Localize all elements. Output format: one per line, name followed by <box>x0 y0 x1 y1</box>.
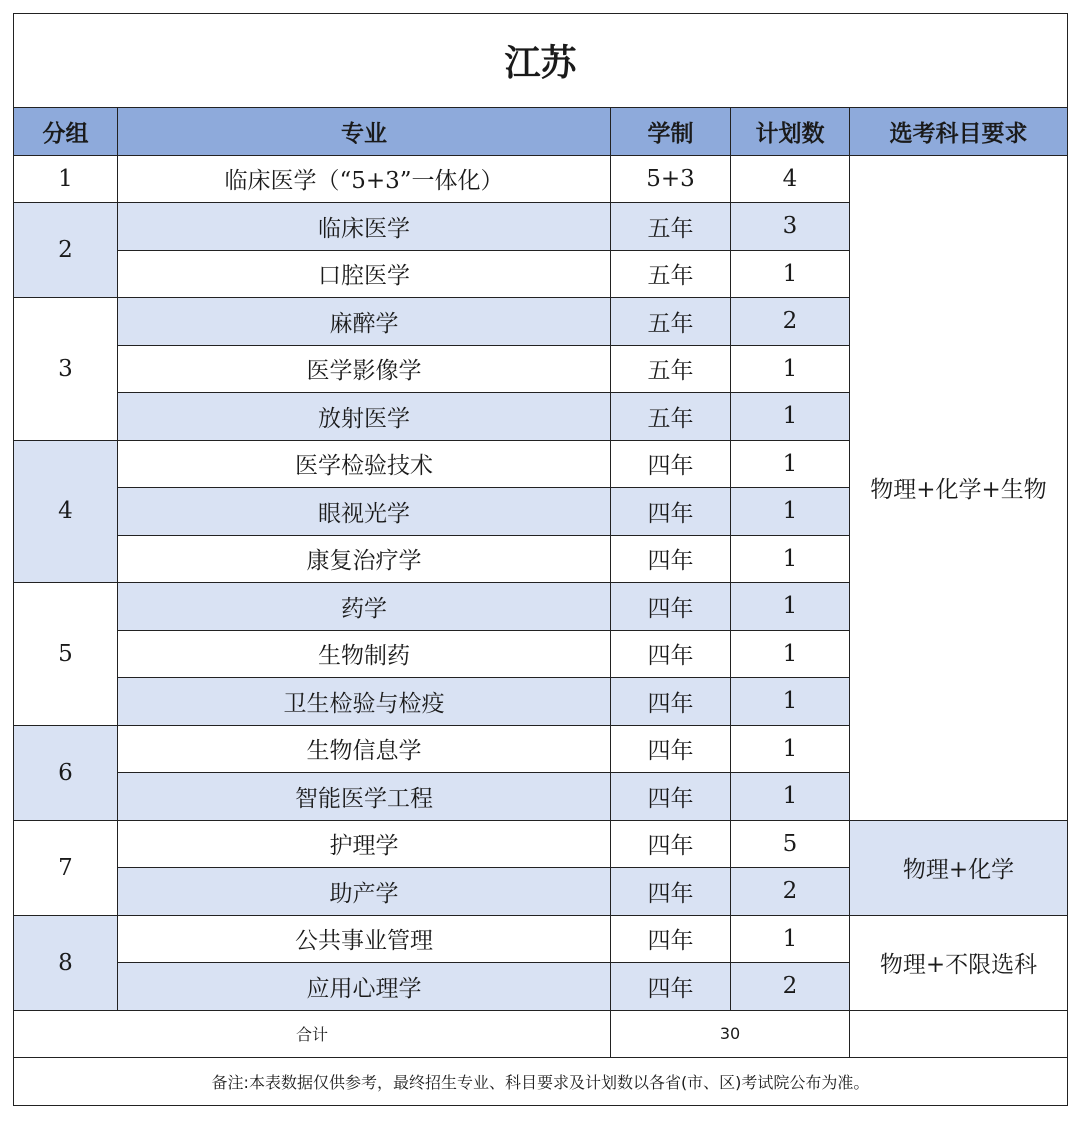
duration-cell: 五年 <box>611 250 731 298</box>
plan-cell: 1 <box>731 535 850 583</box>
header-row <box>14 108 1068 156</box>
group-cell: 6 <box>14 725 118 820</box>
subject-requirement-cell: 物理+化学+生物 <box>850 155 1068 820</box>
group-cell: 2 <box>14 203 118 298</box>
plan-cell: 1 <box>731 630 850 678</box>
table-row <box>14 155 1068 203</box>
plan-cell: 1 <box>731 773 850 821</box>
plan-cell: 1 <box>731 440 850 488</box>
header-duration: 学制 <box>611 108 731 156</box>
plan-cell: 1 <box>731 915 850 963</box>
duration-cell: 四年 <box>611 440 731 488</box>
plan-cell: 2 <box>731 298 850 346</box>
duration-cell: 五年 <box>611 203 731 251</box>
major-cell: 应用心理学 <box>118 963 611 1011</box>
major-cell: 临床医学（“5+3”一体化） <box>118 155 611 203</box>
major-cell: 生物制药 <box>118 630 611 678</box>
total-label: 合计 <box>14 1010 611 1057</box>
footnote: 备注:本表数据仅供参考，最终招生专业、科目要求及计划数以各省(市、区)考试院公布为准。 <box>14 1057 1068 1105</box>
header-major: 专业 <box>118 108 611 156</box>
duration-cell: 四年 <box>611 488 731 536</box>
table-row <box>14 820 1068 868</box>
duration-cell: 四年 <box>611 868 731 916</box>
major-cell: 护理学 <box>118 820 611 868</box>
major-cell: 生物信息学 <box>118 725 611 773</box>
plan-cell: 1 <box>731 583 850 631</box>
plan-cell: 2 <box>731 868 850 916</box>
duration-cell: 四年 <box>611 678 731 726</box>
table-title: 江苏 <box>14 14 1068 108</box>
group-cell: 4 <box>14 440 118 583</box>
duration-cell: 四年 <box>611 820 731 868</box>
major-cell: 口腔医学 <box>118 250 611 298</box>
plan-cell: 4 <box>731 155 850 203</box>
duration-cell: 四年 <box>611 963 731 1011</box>
duration-cell: 五年 <box>611 298 731 346</box>
subject-requirement-cell: 物理+化学 <box>850 820 1068 915</box>
group-cell: 7 <box>14 820 118 915</box>
major-cell: 智能医学工程 <box>118 773 611 821</box>
duration-cell: 5+3 <box>611 155 731 203</box>
plan-cell: 1 <box>731 488 850 536</box>
total-empty <box>850 1010 1068 1057</box>
group-cell: 5 <box>14 583 118 726</box>
major-cell: 助产学 <box>118 868 611 916</box>
major-cell: 麻醉学 <box>118 298 611 346</box>
total-row <box>14 1010 1068 1057</box>
note-row <box>14 1057 1068 1105</box>
subject-requirement-cell: 物理+不限选科 <box>850 915 1068 1010</box>
total-value: 30 <box>611 1010 850 1057</box>
admission-plan-table <box>13 13 1068 1106</box>
duration-cell: 五年 <box>611 393 731 441</box>
header-group: 分组 <box>14 108 118 156</box>
major-cell: 医学影像学 <box>118 345 611 393</box>
title-row <box>14 14 1068 108</box>
major-cell: 放射医学 <box>118 393 611 441</box>
group-cell: 3 <box>14 298 118 441</box>
plan-cell: 1 <box>731 393 850 441</box>
major-cell: 卫生检验与检疫 <box>118 678 611 726</box>
major-cell: 药学 <box>118 583 611 631</box>
duration-cell: 四年 <box>611 915 731 963</box>
major-cell: 公共事业管理 <box>118 915 611 963</box>
plan-cell: 3 <box>731 203 850 251</box>
plan-cell: 1 <box>731 250 850 298</box>
plan-cell: 5 <box>731 820 850 868</box>
duration-cell: 四年 <box>611 725 731 773</box>
major-cell: 眼视光学 <box>118 488 611 536</box>
duration-cell: 四年 <box>611 535 731 583</box>
duration-cell: 四年 <box>611 583 731 631</box>
table-row <box>14 915 1068 963</box>
header-subjects: 选考科目要求 <box>850 108 1068 156</box>
plan-cell: 2 <box>731 963 850 1011</box>
header-plan: 计划数 <box>731 108 850 156</box>
major-cell: 医学检验技术 <box>118 440 611 488</box>
group-cell: 8 <box>14 915 118 1010</box>
plan-cell: 1 <box>731 345 850 393</box>
group-cell: 1 <box>14 155 118 203</box>
duration-cell: 四年 <box>611 773 731 821</box>
duration-cell: 五年 <box>611 345 731 393</box>
major-cell: 临床医学 <box>118 203 611 251</box>
plan-cell: 1 <box>731 678 850 726</box>
major-cell: 康复治疗学 <box>118 535 611 583</box>
plan-cell: 1 <box>731 725 850 773</box>
duration-cell: 四年 <box>611 630 731 678</box>
